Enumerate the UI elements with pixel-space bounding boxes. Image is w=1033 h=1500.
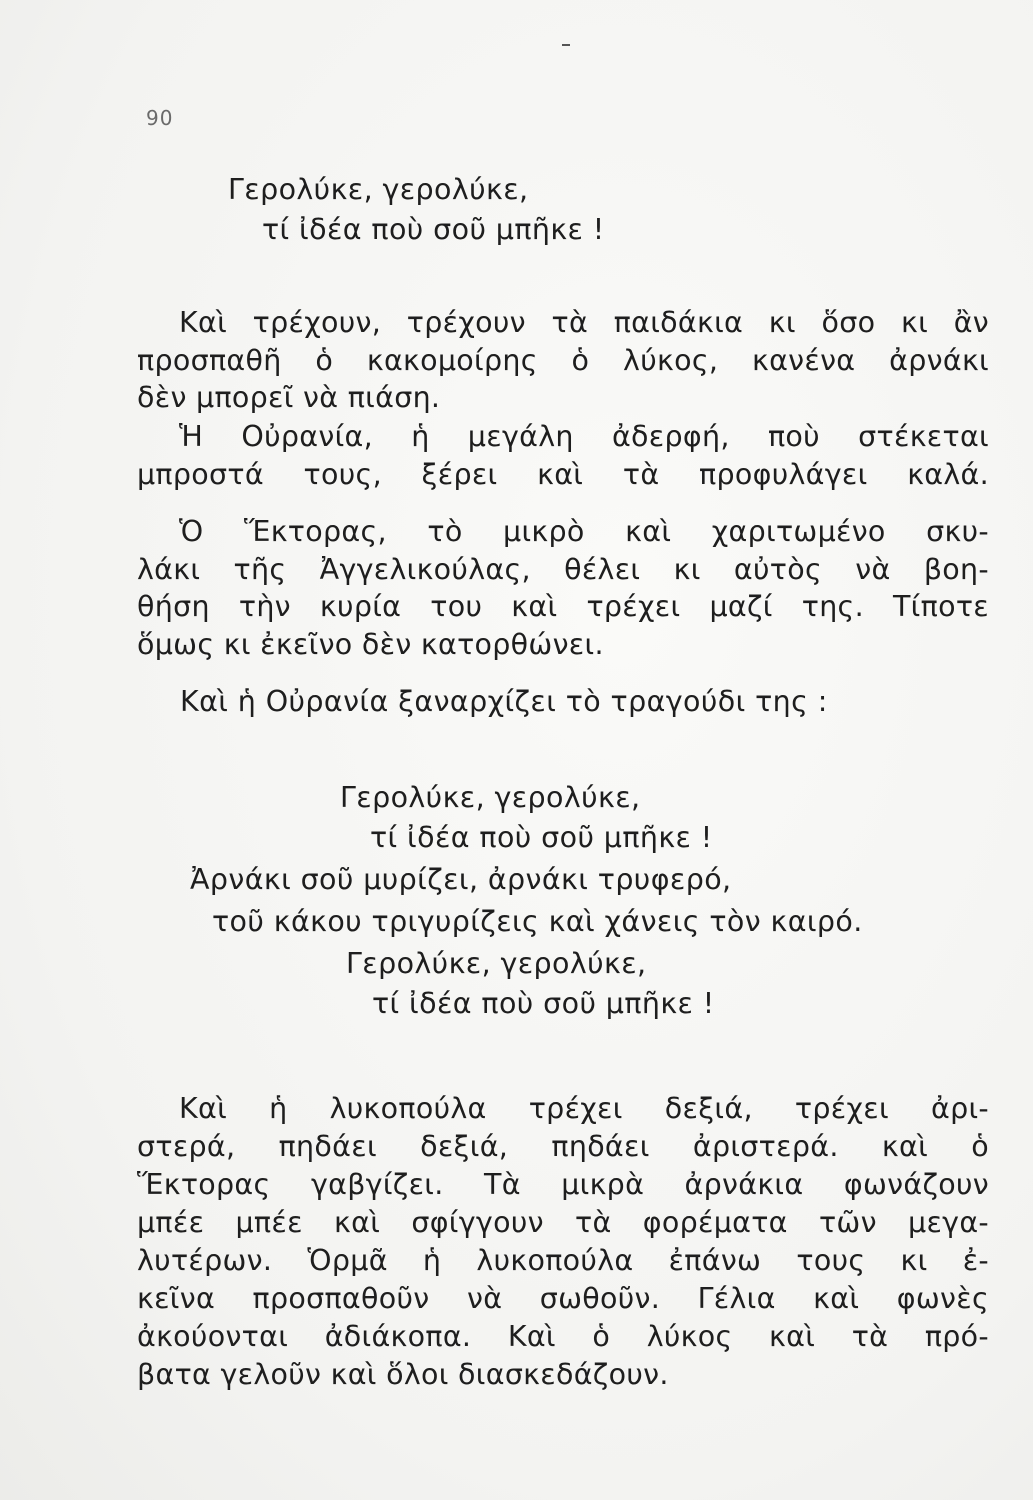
paragraph-line: Καὶ τρέχουν, τρέχουν τὰ παιδάκια κι ὅσο κι ἂν [179, 306, 989, 339]
print-mark [562, 44, 570, 46]
paragraph-line: δὲν μπορεῖ νὰ πιάση. [137, 381, 441, 414]
paragraph-line: κεῖνα προσπαθοῦν νὰ σωθοῦν. Γέλια καὶ φωνὲς [137, 1282, 989, 1315]
paragraph-line: Ὁ Ἕκτορας, τὸ μικρὸ καὶ χαριτωμένο σκυ- [179, 515, 989, 548]
paragraph-line: ἀκούονται ἀδιάκοπα. Καὶ ὁ λύκος καὶ τὰ πρό- [137, 1320, 989, 1353]
paragraph-line: Ἡ Οὐρανία, ἡ μεγάλη ἀδερφή, ποὺ στέκεται [179, 420, 989, 453]
paragraph-line: Καὶ ἡ λυκοπούλα τρέχει δεξιά, τρέχει ἀρι- [179, 1092, 989, 1125]
paragraph-line: λάκι τῆς Ἀγγελικούλας, θέλει κι αὐτὸς νὰ βοη- [137, 552, 989, 586]
paragraph-line: βατα γελοῦν καὶ ὅλοι διασκεδάζουν. [137, 1358, 669, 1391]
paragraph-3 [137, 513, 989, 663]
paragraph-line: Ἕκτορας γαβγίζει. Τὰ μικρὰ ἀρνάκια φωνάζουν [137, 1168, 989, 1201]
song-line-6: τί ἰδέα ποὺ σοῦ μπῆκε ! [372, 987, 715, 1020]
song-line-4: τοῦ κάκου τριγυρίζεις καὶ χάνεις τὸν καιρό. [212, 905, 863, 938]
refrain-top-line-2: τί ἰδέα ποὺ σοῦ μπῆκε ! [262, 213, 605, 246]
paragraph-line: προσπαθῆ ὁ κακομοίρης ὁ λύκος, κανένα ἀρνάκι [137, 343, 989, 377]
paragraph-5 [137, 1090, 989, 1394]
paragraph-4-line: Καὶ ἡ Οὐρανία ξαναρχίζει τὸ τραγούδι της : [180, 685, 828, 718]
paragraph-line: ὅμως κι ἐκεῖνο δὲν κατορθώνει. [137, 627, 604, 661]
song-line-1: Γερολύκε, γερολύκε, [340, 781, 641, 814]
refrain-top-line-1: Γερολύκε, γερολύκε, [228, 173, 529, 206]
paragraph-line: στερά, πηδάει δεξιά, πηδάει ἀριστερά. καὶ ὁ [137, 1130, 989, 1163]
paragraph-line: θήση τὴν κυρία του καὶ τρέχει μαζί της. Τίποτε [137, 590, 989, 623]
paragraph-2 [137, 418, 989, 493]
song-line-2: τί ἰδέα ποὺ σοῦ μπῆκε ! [370, 821, 713, 854]
song-line-5: Γερολύκε, γερολύκε, [346, 947, 647, 980]
page-number: 90 [146, 106, 174, 130]
paragraph-line: λυτέρων. Ὁρμᾶ ἡ λυκοπούλα ἐπάνω τους κι ἐ- [137, 1244, 989, 1277]
song-line-3: Ἀρνάκι σοῦ μυρίζει, ἀρνάκι τρυφερό, [190, 863, 732, 896]
paragraph-line: μπέε μπέε καὶ σφίγγουν τὰ φορέματα τῶν μεγα- [137, 1206, 989, 1239]
paragraph-line: μπροστά τους, ξέρει καὶ τὰ προφυλάγει καλά. [137, 457, 989, 491]
paragraph-1 [137, 304, 989, 417]
